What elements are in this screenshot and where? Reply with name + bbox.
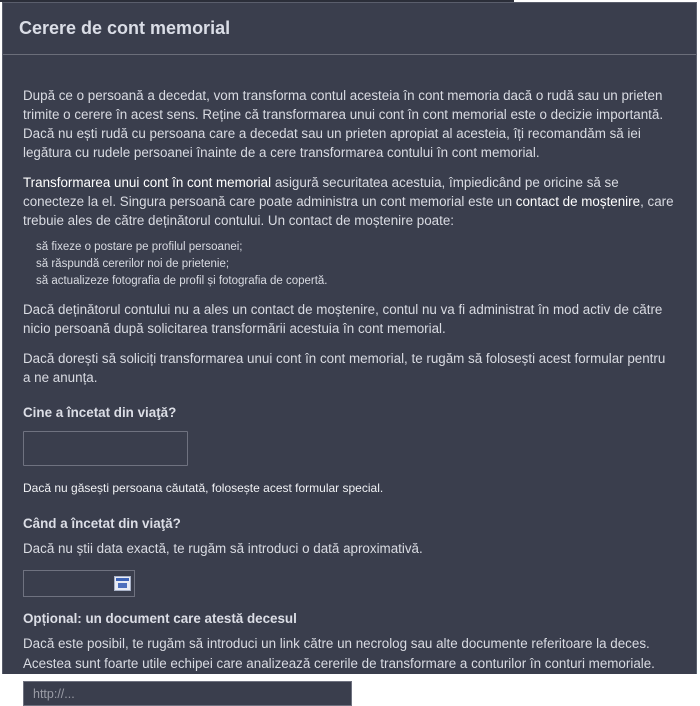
permission-item: să răspundă cererilor noi de prietenie; — [36, 258, 230, 270]
legacy-contact-permissions — [23, 239, 676, 290]
deceased-person-input[interactable] — [23, 431, 188, 466]
intro-paragraph-2 — [23, 173, 676, 230]
intro-paragraph-3: Dacă deținătorul contului nu a ales un contact de moștenire, contul nu va fi administrat în mod activ de către nicio persoană după solicitarea transformării acestuia în cont memorial. — [23, 302, 663, 336]
who-died-label: Cine a încetat din viaţă? — [23, 405, 177, 420]
legacy-contact-link[interactable]: contact de moștenire — [515, 194, 641, 209]
intro-paragraph-4: Dacă dorești să soliciți transformarea unui cont în cont memorial, te rugăm să folosești acest formular pentru a ne anunța. — [23, 351, 666, 385]
dialog-body — [3, 55, 696, 706]
document-url-input[interactable] — [23, 681, 352, 706]
date-of-death-input[interactable] — [23, 570, 135, 597]
dialog-title: Cerere de cont memorial — [19, 18, 231, 38]
memorial-account-link[interactable]: Transformarea unui cont în cont memorial — [23, 175, 272, 190]
memorial-request-dialog — [2, 2, 697, 674]
intro-paragraph-1: După ce o persoană a decedat, vom transforma contul acesteia în cont memoria dacă o rudă sau un prieten trimite o cerere în acest sens. Reține că transformarea unui cont în cont memorial este o decizie importantă. Dacă nu ești rudă cu persoana care a decedat sau un prieten apropiat al acesteia, îți recomandăm să iei legătura cu rudele persoanei înainte de a cere transformarea contului în cont memorial. — [23, 88, 664, 160]
date-hint: Dacă nu știi data exactă, te rugăm să introduci o dată aproximativă. — [23, 541, 423, 556]
permission-item: să fixeze o postare pe profilul persoanei; — [36, 241, 243, 253]
dialog-header — [3, 3, 696, 55]
calendar-icon[interactable] — [114, 576, 131, 591]
intro-paragraph-2-mid: asigură securitatea acestuia, împiedicând pe oricine să se conecteze la el. Singura persoană care poate administra un cont memorial este un — [23, 175, 619, 209]
intro-paragraph-2-end: , care trebuie ales de către deținătorul contului. Un contact de moștenire poate: — [23, 194, 674, 228]
permission-item: să actualizeze fotografia de profil și fotografia de copertă. — [36, 275, 328, 287]
when-died-label: Când a încetat din viaţă? — [23, 516, 181, 531]
death-document-hint: Dacă este posibil, te rugăm să introduci un link către un necrolog sau alte documente referitoare la deces. Acestea sunt foarte utile echipei care analizează cererile de transformare a conturilor în conturi memoriale. — [23, 636, 655, 671]
special-form-link[interactable]: Dacă nu găsești persoana căutată, folosește acest formular special. — [23, 481, 384, 495]
death-document-label: Opțional: un document care atestă decesul — [23, 611, 297, 626]
